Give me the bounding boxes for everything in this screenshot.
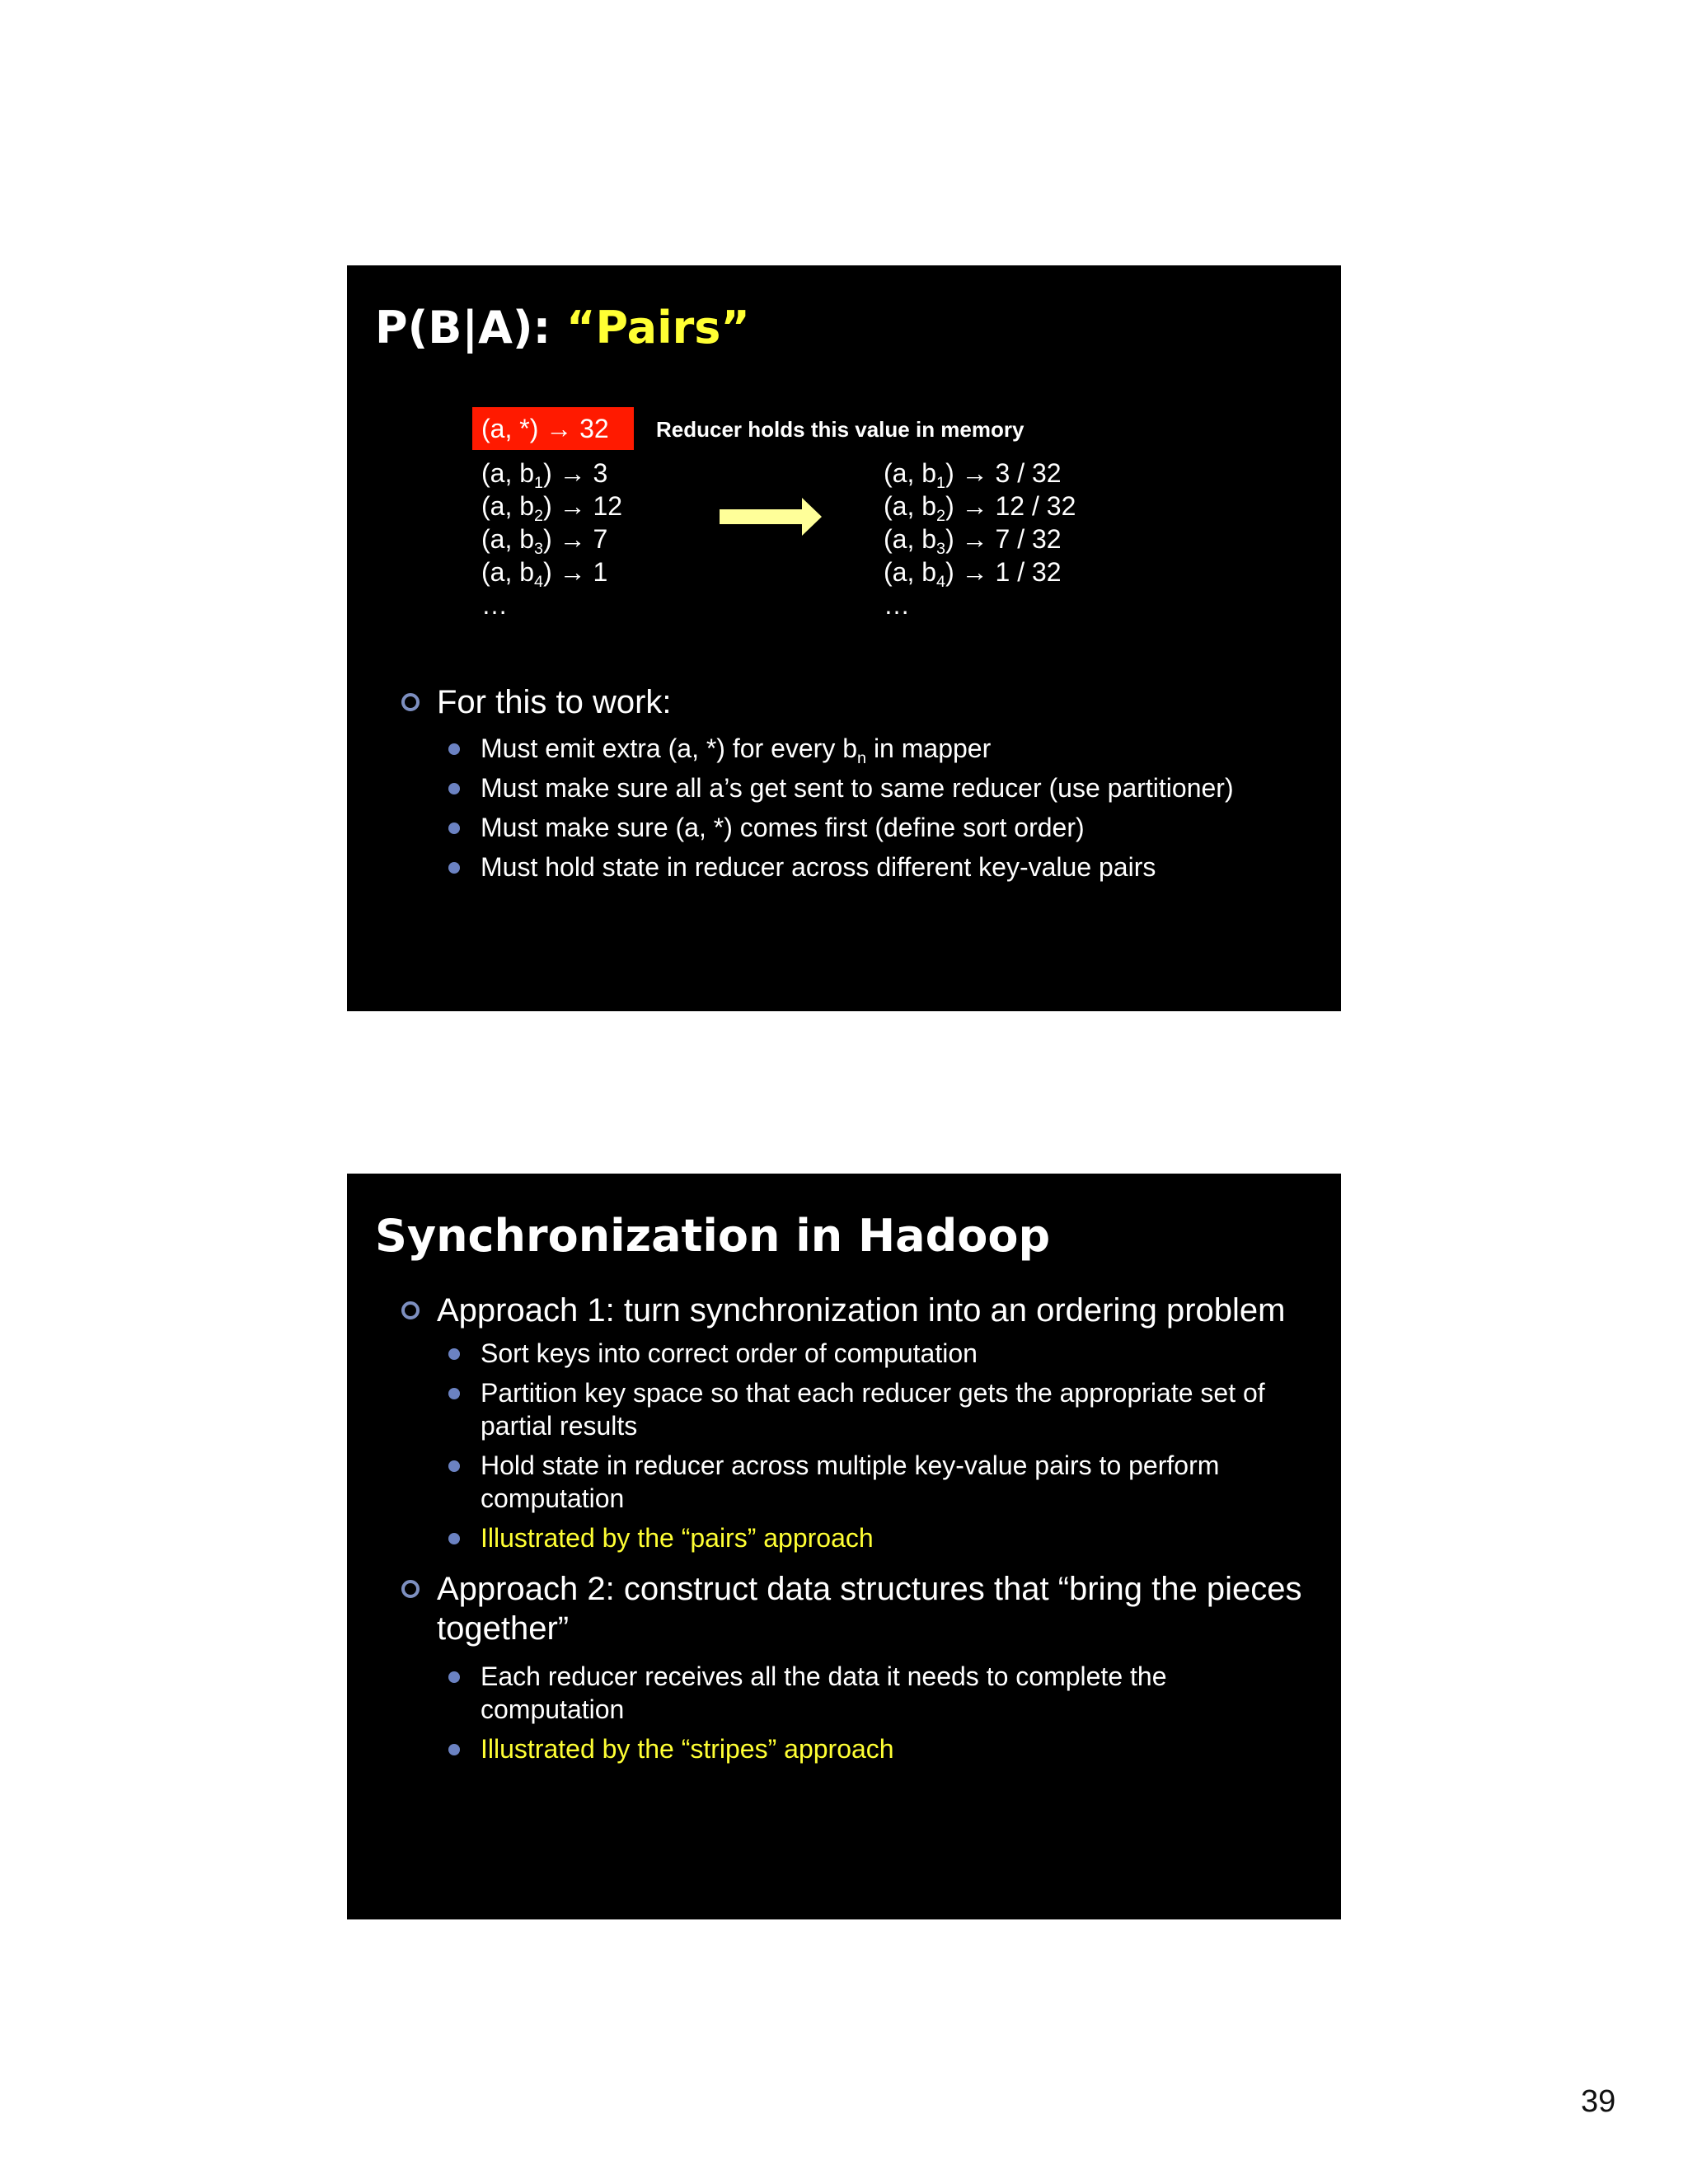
list-item: Sort keys into correct order of computation — [401, 1337, 1308, 1370]
input-pair: (a, $b_4) \to 1$ — [481, 557, 608, 591]
list-item: Must emit extra (a, *) for every $b_n$ in mapper — [401, 732, 1308, 765]
list-item: Hold state in reducer across multiple key-value pairs to perform computation — [401, 1449, 1308, 1515]
title-accent: “Pairs” — [566, 302, 750, 354]
output-pair: (a, $b_3) \to 7 / 32$ — [884, 524, 1062, 558]
ellipsis: … — [884, 590, 912, 620]
dot-bullet-icon — [448, 1348, 460, 1360]
right-arrow-icon — [720, 498, 822, 536]
input-pair: (a, $b_2) \to 12$ — [481, 491, 623, 525]
ring-bullet-icon — [401, 1301, 420, 1319]
ring-bullet-icon — [401, 1580, 420, 1598]
slide-title: Synchronization in Hadoop — [375, 1210, 1051, 1262]
slide-title — [375, 302, 750, 355]
dot-bullet-icon — [448, 1460, 460, 1472]
output-pair: (a, $b_2) \to 12 / 32$ — [884, 491, 1076, 525]
output-pair: (a, $b_4) \to 1 / 32$ — [884, 557, 1062, 591]
reducer-note: Reducer holds this value in memory — [656, 417, 1025, 442]
input-pair: (a, $b_1) \to 3$ — [481, 458, 608, 492]
dot-bullet-icon — [448, 823, 460, 834]
output-pair: (a, $b_1) \to 3 / 32$ — [884, 458, 1062, 492]
dot-bullet-icon — [448, 862, 460, 874]
input-pair: (a, $b_3) \to 7$ — [481, 524, 608, 558]
approach-2: Approach 2: construct data structures that “bring the pieces together” — [401, 1569, 1308, 1648]
list-item: Must make sure all a’s get sent to same reducer (use partitioner) — [401, 771, 1308, 804]
page-number: 39 — [1581, 2084, 1616, 2119]
dot-bullet-icon — [448, 1744, 460, 1755]
slide-synchronization — [347, 1174, 1341, 1919]
list-item: Each reducer receives all the data it needs to complete the computation — [401, 1660, 1308, 1726]
marginal-key: (a, *) — [481, 414, 539, 443]
title-prefix: P(B|A): — [375, 302, 567, 354]
input-pairs — [481, 457, 622, 621]
marginal-value: 32 — [579, 414, 609, 443]
bullet-heading: For this to work: — [401, 682, 1308, 722]
dot-bullet-icon — [448, 783, 460, 794]
ellipsis: … — [481, 590, 509, 620]
list-item: Illustrated by the “pairs” approach — [401, 1521, 1308, 1554]
list-item: Partition key space so that each reducer gets the appropriate set of partial results — [401, 1376, 1308, 1442]
ring-bullet-icon — [401, 693, 420, 711]
approaches-list — [401, 1291, 1308, 1765]
marginal-count-box — [472, 407, 634, 450]
dot-bullet-icon — [448, 743, 460, 755]
slide-pairs — [347, 265, 1341, 1011]
list-item: Must make sure (a, *) comes first (define sort order) — [401, 811, 1308, 844]
approach-1: Approach 1: turn synchronization into an ordering problem — [401, 1291, 1308, 1330]
dot-bullet-icon — [448, 1671, 460, 1683]
list-item: Illustrated by the “stripes” approach — [401, 1732, 1308, 1765]
dot-bullet-icon — [448, 1533, 460, 1544]
requirements-list — [401, 682, 1308, 883]
output-pairs — [884, 457, 1076, 621]
marginal-arrow: → — [538, 414, 580, 443]
dot-bullet-icon — [448, 1388, 460, 1399]
list-item: Must hold state in reducer across different key-value pairs — [401, 851, 1308, 883]
